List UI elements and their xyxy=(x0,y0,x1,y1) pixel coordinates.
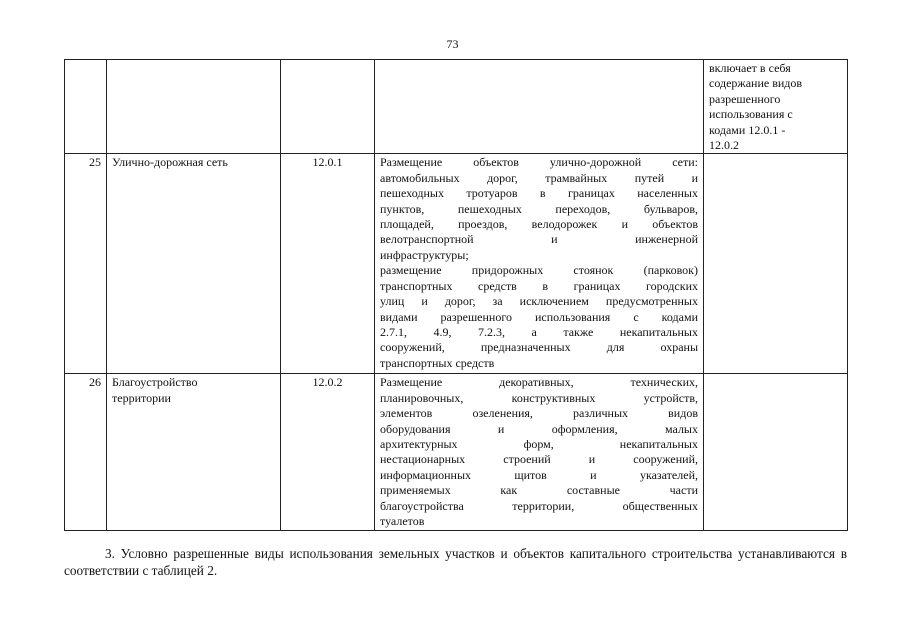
row-description xyxy=(375,154,704,374)
row-name xyxy=(107,154,281,374)
cell-name xyxy=(107,60,281,154)
row-name-line: Благоустройство xyxy=(112,375,198,390)
note-line: разрешенного xyxy=(709,91,781,106)
note-line: 12.0.2 xyxy=(709,138,739,153)
description-line: инфраструктуры; xyxy=(380,247,469,262)
land-use-table xyxy=(64,59,848,531)
row-name xyxy=(107,374,281,531)
description-line: улиц и дорог, за исключением предусмотренных xyxy=(380,294,698,309)
page-number: 73 xyxy=(446,37,459,51)
row-note xyxy=(704,374,848,531)
description-line: архитектурных форм, некапитальных xyxy=(380,437,698,452)
description-line: Размещение объектов улично-дорожной сети: xyxy=(380,155,698,170)
description-line: применяемых как составные части xyxy=(380,483,698,498)
description-line: благоустройства территории, общественных xyxy=(380,498,698,513)
description-line: планировочных, конструктивных устройств, xyxy=(380,390,698,405)
cell-code xyxy=(281,60,375,154)
description-line: пешеходных тротуаров в границах населенных xyxy=(380,186,698,201)
description-line: пунктов, пешеходных переходов, бульваров, xyxy=(380,201,698,216)
description-line: размещение придорожных стоянок (парковок) xyxy=(380,263,698,278)
note-line: использования с xyxy=(709,107,793,122)
row-name-line: территории xyxy=(112,390,171,405)
description-line: велотранспортной и инженерной xyxy=(380,232,698,247)
row-name-line: Улично-дорожная сеть xyxy=(112,155,228,170)
description-line: оборудования и оформления, малых xyxy=(380,421,698,436)
description-line: транспортных средств в границах городских xyxy=(380,278,698,293)
description-line: 2.7.1, 4.9, 7.2.3, а также некапитальных xyxy=(380,324,698,339)
row-code: 12.0.2 xyxy=(281,374,375,531)
description-line: сооружений, предназначенных для охраны xyxy=(380,340,698,355)
table-row-26 xyxy=(65,374,848,531)
row-note xyxy=(704,154,848,374)
table-row-25 xyxy=(65,154,848,374)
description-line: элементов озеленения, различных видов xyxy=(380,406,698,421)
description-line: информационных щитов и указателей, xyxy=(380,467,698,482)
description-line: площадей, проездов, велодорожек и объектов xyxy=(380,217,698,232)
description-line: Размещение декоративных, технических, xyxy=(380,375,698,390)
row-number: 26 xyxy=(65,374,107,531)
note-line: кодами 12.0.1 - xyxy=(709,122,786,137)
description-line: видами разрешенного использования с кодами xyxy=(380,309,698,324)
description-line: нестационарных строений и сооружений, xyxy=(380,452,698,467)
cell-number xyxy=(65,60,107,154)
cell-note xyxy=(704,60,848,154)
row-number: 25 xyxy=(65,154,107,374)
row-description xyxy=(375,374,704,531)
note-line: содержание видов xyxy=(709,76,803,91)
description-line: туалетов xyxy=(380,514,425,529)
paragraph-text: 3. Условно разрешенные виды использования земельных участков и объектов капитального строительства устанавливаются в соответствии с таблицей 2. xyxy=(64,546,847,578)
cell-description xyxy=(375,60,704,154)
note-line: включает в себя xyxy=(709,61,791,75)
table-row-continuation xyxy=(65,60,848,154)
description-line: автомобильных дорог, трамвайных путей и xyxy=(380,170,698,185)
row-code: 12.0.1 xyxy=(281,154,375,374)
paragraph-conditional-uses xyxy=(64,545,847,579)
description-line: транспортных средств xyxy=(380,355,495,370)
